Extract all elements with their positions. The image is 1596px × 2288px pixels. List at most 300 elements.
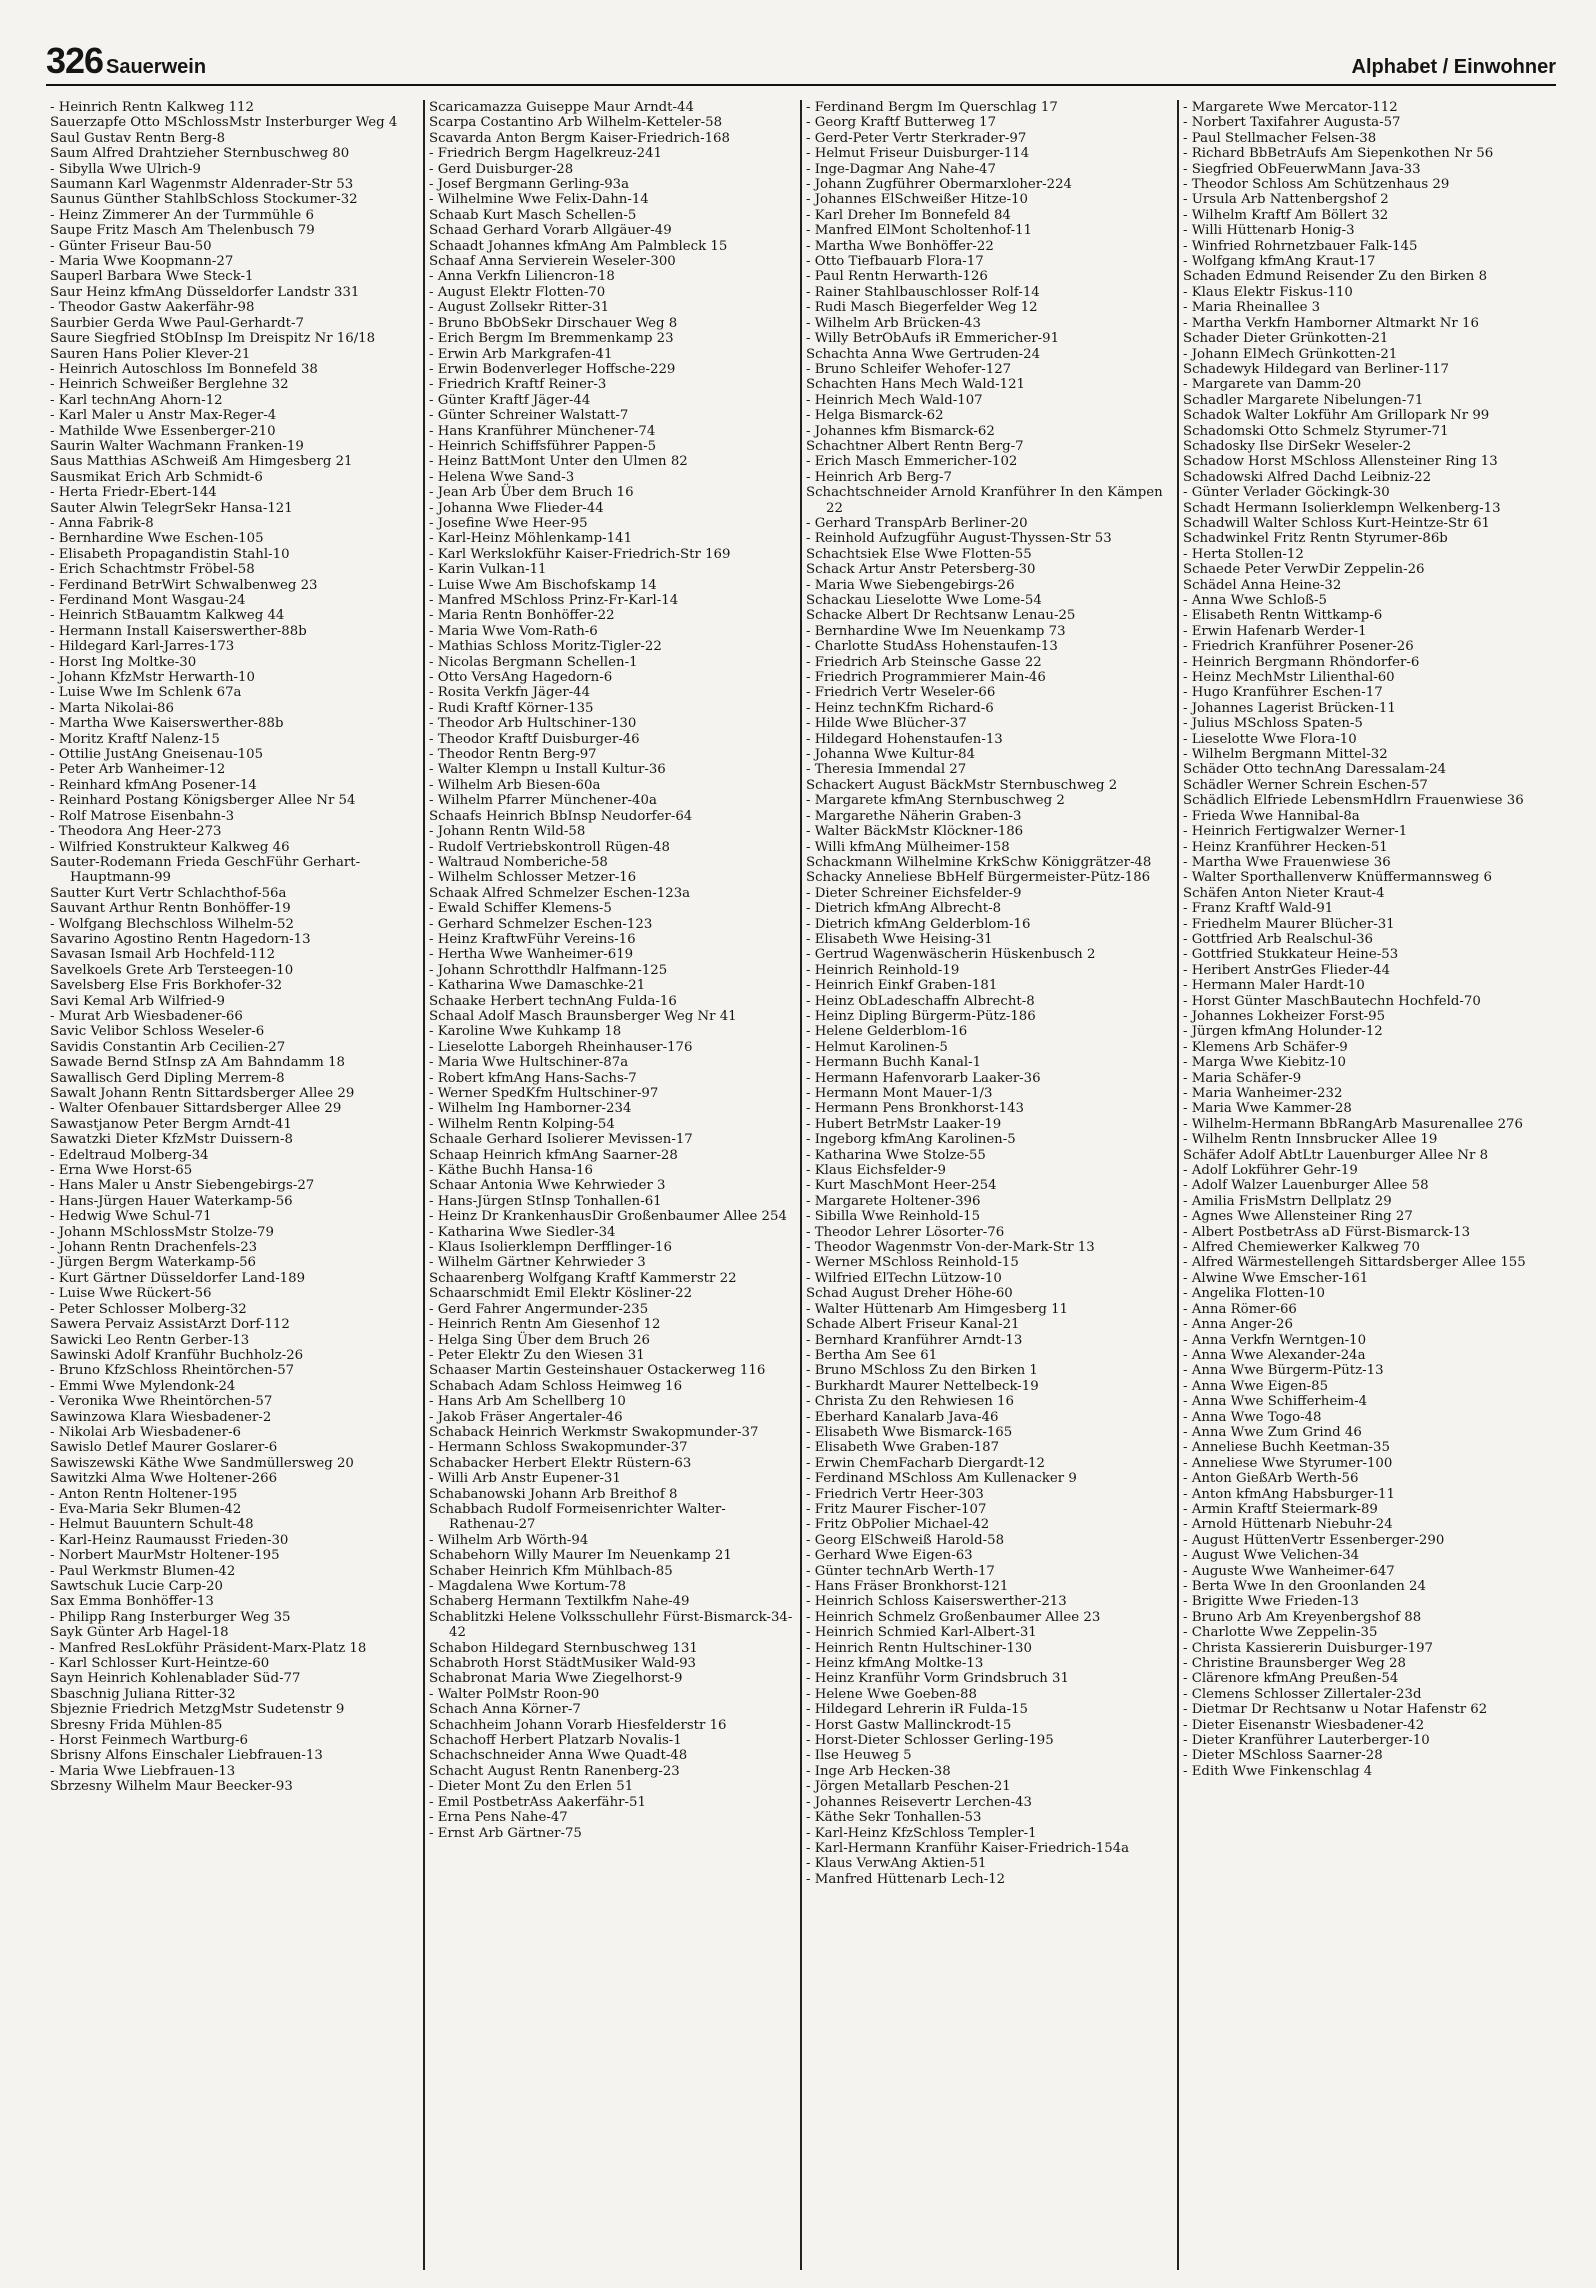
directory-entry: - Heinrich Rentn Kalkweg 112 xyxy=(50,100,254,115)
directory-entry: - Josefine Wwe Heer-95 xyxy=(429,515,588,531)
directory-entry: - Johann Rentn Drachenfels-23 xyxy=(50,1240,258,1256)
directory-entry: - Karl Schlosser Kurt-Heintze-60 xyxy=(50,1656,270,1672)
directory-entry: - Willi Arb Anstr Eupener-31 xyxy=(429,1471,621,1487)
section-title: Alphabet / Einwohner xyxy=(1351,56,1556,78)
directory-entry: - Anna Wwe Alexander-24a xyxy=(1183,1347,1366,1363)
directory-entry: - Georg ElSchweiß Harold-58 xyxy=(806,1532,1005,1548)
directory-entry: - Heinrich StBauamtm Kalkweg 44 xyxy=(50,608,285,624)
directory-entry: - Reinhard kfmAng Posener-14 xyxy=(50,777,257,793)
directory-entry: - Ursula Arb Nattenbergshof 2 xyxy=(1183,192,1389,208)
directory-entry: - Johann MSchlossMstr Stolze-79 xyxy=(50,1224,274,1240)
directory-entry: - Veronika Wwe Rheintörchen-57 xyxy=(50,1394,273,1410)
directory-entry: Schaap Heinrich kfmAng Saarner-28 xyxy=(429,1147,678,1163)
directory-entry: - Hermann Mont Mauer-1/3 xyxy=(806,1086,993,1101)
directory-entry: - Friedrich Vertr Heer-303 xyxy=(806,1486,984,1502)
directory-entry: - Hubert BetrMstr Laaker-19 xyxy=(806,1116,1002,1132)
directory-entry: - Johann Rentn Wild-58 xyxy=(429,824,586,840)
directory-entry: - Anna Wwe Bürgerm-Pütz-13 xyxy=(1183,1363,1384,1379)
directory-entry: - Horst Ing Moltke-30 xyxy=(50,654,197,670)
directory-entry: - Angelika Flotten-10 xyxy=(1183,1286,1326,1302)
directory-entry: - Paul Rentn Herwarth-126 xyxy=(806,269,988,285)
directory-entry: Schacke Albert Dr Rechtsanw Lenau-25 xyxy=(806,608,1076,624)
directory-entry: - Maria Wwe Vom-Rath-6 xyxy=(429,623,598,639)
directory-entry: - Rainer Stahlbauschlosser Rolf-14 xyxy=(806,284,1040,300)
page-number: 326 xyxy=(46,40,104,81)
directory-entry: Sausmikat Erich Arb Schmidt-6 xyxy=(50,469,263,485)
directory-entry: - Wilhelm Arb Wörth-94 xyxy=(429,1532,589,1548)
directory-entry: - Anton GießArb Werth-56 xyxy=(1183,1471,1359,1487)
directory-entry: - Hertha Wwe Wanheimer-619 xyxy=(429,947,634,963)
directory-entry: - Heinz Dr KrankenhausDir Großenbaumer Allee 254 xyxy=(429,1209,787,1225)
directory-entry: - Elisabeth Wwe Heising-31 xyxy=(806,931,993,947)
directory-entry: - Luise Wwe Rückert-56 xyxy=(50,1286,212,1302)
directory-entry: - Waltraud Nomberiche-58 xyxy=(429,854,608,870)
directory-entry: - Katharina Wwe Siedler-34 xyxy=(429,1224,616,1240)
directory-entry: - Erwin Hafenarb Werder-1 xyxy=(1183,623,1367,639)
directory-entry: - Karl Werkslokführ Kaiser-Friedrich-Str 169 xyxy=(429,546,731,562)
directory-entry: Sawinzowa Klara Wiesbadener-2 xyxy=(50,1409,272,1425)
directory-entry: Schaber Heinrich Kfm Mühlbach-85 xyxy=(429,1563,673,1579)
directory-entry: Schack Artur Anstr Petersberg-30 xyxy=(806,562,1036,578)
directory-entry: - Theodor Kraftf Duisburger-46 xyxy=(429,731,640,747)
directory-entry: - Siegfried ObFeuerwMann Java-33 xyxy=(1183,161,1421,177)
directory-entry: - Anton Rentn Holtener-195 xyxy=(50,1486,238,1502)
directory-entry: - Manfred ElMont Scholtenhof-11 xyxy=(806,223,1033,239)
directory-entry: - Mathias Schloss Moritz-Tigler-22 xyxy=(429,639,662,655)
directory-entry: Schader Dieter Grünkotten-21 xyxy=(1183,331,1389,347)
directory-entry: - Manfred MSchloss Prinz-Fr-Karl-14 xyxy=(429,593,679,608)
directory-entry: Schacky Anneliese BbHelf Bürgermeister-Pütz-186 xyxy=(806,870,1151,886)
directory-entry: - Bruno BbObSekr Dirschauer Weg 8 xyxy=(429,315,678,331)
directory-entry: - Gerd Fahrer Angermunder-235 xyxy=(429,1301,649,1317)
directory-entry: - Karl technAng Ahorn-12 xyxy=(50,392,223,408)
directory-entry: - Wilhelm Ing Hamborner-234 xyxy=(429,1101,632,1117)
directory-entry: Schaad Gerhard Vorarb Allgäuer-49 xyxy=(429,223,672,239)
directory-entry: Schaake Herbert technAng Fulda-16 xyxy=(429,993,677,1009)
directory-entry: - Inge Arb Hecken-38 xyxy=(806,1763,951,1779)
directory-entry: - Paul Werkmstr Blumen-42 xyxy=(50,1563,236,1579)
directory-entry: - Walter Klempn u Install Kultur-36 xyxy=(429,762,666,778)
directory-entry: Savi Kemal Arb Wilfried-9 xyxy=(50,993,225,1009)
directory-entry: - Gerhard Schmelzer Eschen-123 xyxy=(429,916,653,932)
directory-entry: Sauter-Rodemann Frieda GeschFühr Gerhart-Hauptmann-99 xyxy=(50,854,361,886)
directory-entry: - Reinhard Postang Königsberger Allee Nr 54 xyxy=(50,793,356,809)
directory-entry: - Käthe Sekr Tonhallen-53 xyxy=(806,1810,982,1826)
directory-entry: - Peter Schlosser Molberg-32 xyxy=(50,1301,247,1317)
directory-entry: - Maria Wwe Kammer-28 xyxy=(1183,1101,1352,1117)
directory-entry: - Erna Wwe Horst-65 xyxy=(50,1163,193,1179)
directory-entry: Sawinski Adolf Kranführ Buchholz-26 xyxy=(50,1347,304,1363)
directory-entry: - Margarete van Damm-20 xyxy=(1183,377,1362,393)
directory-entry: Schaar Antonia Wwe Kehrwieder 3 xyxy=(429,1178,666,1194)
directory-entry: - Christine Braunsberger Weg 28 xyxy=(1183,1656,1406,1672)
directory-entry: - Rudi Masch Biegerfelder Weg 12 xyxy=(806,300,1038,316)
directory-entry: - Wilhelm Kraftf Am Böllert 32 xyxy=(1183,207,1389,223)
directory-entry: - Manfred Hüttenarb Lech-12 xyxy=(806,1871,1006,1887)
directory-entry: - Theodor Rentn Berg-97 xyxy=(429,747,597,763)
directory-entry: - Walter PolMstr Roon-90 xyxy=(429,1686,600,1702)
directory-entry: Schadler Margarete Nibelungen-71 xyxy=(1183,392,1424,408)
directory-entry: - Bruno MSchloss Zu den Birken 1 xyxy=(806,1363,1038,1379)
directory-entry: Sawiszewski Käthe Wwe Sandmüllersweg 20 xyxy=(50,1455,354,1471)
directory-entry: - Hans Arb Am Schellberg 10 xyxy=(429,1394,626,1410)
directory-entry: - Wilhelm Arb Biesen-60a xyxy=(429,777,601,793)
directory-entry: - Theodor Wagenmstr Von-der-Mark-Str 13 xyxy=(806,1240,1095,1256)
directory-entry: - Auguste Wwe Wanheimer-647 xyxy=(1183,1563,1395,1579)
directory-entry: - Dieter Schreiner Eichsfelder-9 xyxy=(806,885,1022,901)
directory-entry: - Günter Friseur Bau-50 xyxy=(50,238,212,254)
directory-entry: Sautter Kurt Vertr Schlachthof-56a xyxy=(50,885,287,901)
directory-entry: Saurin Walter Wachmann Franken-19 xyxy=(50,438,304,454)
directory-entry: - Helga Sing Über dem Bruch 26 xyxy=(429,1332,651,1348)
directory-entry: - Nicolas Bergmann Schellen-1 xyxy=(429,654,638,670)
directory-entry: Savelsberg Else Fris Borkhofer-32 xyxy=(50,978,283,994)
directory-entry: - Rudolf Vertriebskontroll Rügen-48 xyxy=(429,839,670,855)
directory-entry: - Maria Rentn Bonhöffer-22 xyxy=(429,608,615,624)
directory-entry: Schackmann Wilhelmine KrkSchw Königgrätzer-48 xyxy=(806,854,1152,870)
directory-entry: - Erwin Arb Markgrafen-41 xyxy=(429,346,613,362)
directory-entry: - Gerd Duisburger-28 xyxy=(429,161,574,177)
directory-entry: - Willy BetrObAufs iR Emmericher-91 xyxy=(806,331,1060,347)
directory-entry: - Ingeborg kfmAng Karolinen-5 xyxy=(806,1132,1016,1148)
directory-entry: Schäder Otto technAng Daressalam-24 xyxy=(1183,762,1447,778)
directory-entry: Schaaser Martin Gesteinshauer Ostackerweg 116 xyxy=(429,1363,766,1379)
directory-entry: - Otto VersAng Hagedorn-6 xyxy=(429,670,613,686)
directory-entry: Sbrisny Alfons Einschaler Liebfrauen-13 xyxy=(50,1748,323,1764)
directory-entry: - Walter Sporthallenverw Knüffermannsweg 6 xyxy=(1183,870,1492,886)
directory-entry: Sawalt Johann Rentn Sittardsberger Allee 29 xyxy=(50,1086,355,1101)
directory-entry: - Murat Arb Wiesbadener-66 xyxy=(50,1008,243,1024)
directory-entry: Schachta Anna Wwe Gertruden-24 xyxy=(806,346,1041,362)
directory-entry: - Luise Wwe Im Schlenk 67a xyxy=(50,685,242,701)
directory-entry: - Gerhard Wwe Eigen-63 xyxy=(806,1548,973,1564)
directory-entry: Schadewyk Hildegard van Berliner-117 xyxy=(1183,361,1450,377)
directory-entry: - Friedrich Kranführer Posener-26 xyxy=(1183,639,1414,655)
directory-entry: Saure Siegfried StObInsp Im Dreispitz Nr 16/18 xyxy=(50,331,376,347)
directory-entry: - Ilse Heuweg 5 xyxy=(806,1748,912,1764)
directory-entry: - Katharina Wwe Stolze-55 xyxy=(806,1147,986,1163)
directory-entry: - Heinz KraftwFühr Vereins-16 xyxy=(429,931,636,947)
directory-entry: - Mathilde Wwe Essenberger-210 xyxy=(50,423,276,439)
directory-entry: Schaback Heinrich Werkmstr Swakopmunder-37 xyxy=(429,1424,759,1440)
directory-entry: - Erich Schachtmstr Fröbel-58 xyxy=(50,562,255,578)
directory-entry: - Moritz Kraftf Nalenz-15 xyxy=(50,731,220,747)
directory-entry: Schachschneider Anna Wwe Quadt-48 xyxy=(429,1748,688,1764)
directory-entry: Savarino Agostino Rentn Hagedorn-13 xyxy=(50,931,311,947)
directory-entry: - Wilhelm Rentn Innsbrucker Allee 19 xyxy=(1183,1132,1438,1148)
directory-entry: - Fritz Maurer Fischer-107 xyxy=(806,1501,987,1517)
directory-entry: - Gottfried Arb Realschul-36 xyxy=(1183,931,1373,947)
directory-entry: - Heinz MechMstr Lilienthal-60 xyxy=(1183,670,1395,686)
directory-entry: Schachtschneider Arnold Kranführer In den Kämpen 22 xyxy=(806,485,1163,516)
directory-entry: Schädel Anna Heine-32 xyxy=(1183,577,1342,593)
directory-entry: Sayn Heinrich Kohlenablader Süd-77 xyxy=(50,1671,301,1687)
directory-entry: - Horst-Dieter Schlosser Gerling-195 xyxy=(806,1733,1054,1749)
directory-entry: Saur Heinz kfmAng Düsseldorfer Landstr 331 xyxy=(50,284,360,300)
directory-entry: - Horst Günter MaschBautechn Hochfeld-70 xyxy=(1183,993,1481,1009)
directory-entry: - Heinrich Einkf Graben-181 xyxy=(806,978,998,994)
directory-entry: - Maria Wwe Koopmann-27 xyxy=(50,254,234,270)
directory-entry: Sauren Hans Polier Klever-21 xyxy=(50,346,251,362)
directory-entry: - Edeltraud Molberg-34 xyxy=(50,1147,209,1163)
directory-entry: - Ernst Arb Gärtner-75 xyxy=(429,1825,582,1841)
directory-entry: - Martha Wwe Frauenwiese 36 xyxy=(1183,854,1391,870)
directory-entry: - Erwin Bodenverleger Hoffsche-229 xyxy=(429,361,676,377)
directory-entry: - Frieda Wwe Hannibal-8a xyxy=(1183,808,1360,824)
directory-entry: - Martha Verkfn Hamborner Altmarkt Nr 16 xyxy=(1183,315,1479,331)
directory-entry: - Hermann Maler Hardt-10 xyxy=(1183,978,1365,994)
running-head-name: Sauerwein xyxy=(106,56,207,78)
directory-entry: - Johann KfzMstr Herwarth-10 xyxy=(50,670,255,686)
directory-entry: - Hildegard Karl-Jarres-173 xyxy=(50,639,235,655)
directory-entry: Sauter Alwin TelegrSekr Hansa-121 xyxy=(50,500,293,516)
directory-entry: - Friedrich Vertr Weseler-66 xyxy=(806,685,996,701)
directory-entry: Saumann Karl Wagenmstr Aldenrader-Str 53 xyxy=(50,177,354,193)
directory-entry: - Günter technArb Werth-17 xyxy=(806,1563,995,1579)
directory-entry: Schaafs Heinrich BbInsp Neudorfer-64 xyxy=(429,808,693,824)
directory-entry: - Karl-Heinz KfzSchloss Templer-1 xyxy=(806,1825,1037,1841)
directory-entry: - Günter Schreiner Walstatt-7 xyxy=(429,408,629,424)
directory-entry: - Anneliese Buchh Keetman-35 xyxy=(1183,1440,1390,1456)
directory-entry: - August Wwe Velichen-34 xyxy=(1183,1548,1360,1564)
directory-entry: - Horst Gastw Mallinckrodt-15 xyxy=(806,1717,1012,1733)
directory-entry: - Ferdinand MSchloss Am Kullenacker 9 xyxy=(806,1471,1077,1487)
directory-entry: Schadwinkel Fritz Rentn Styrumer-86b xyxy=(1183,531,1448,547)
directory-entry: - Ottilie JustAng Gneisenau-105 xyxy=(50,747,264,763)
directory-entry: - Karin Vulkan-11 xyxy=(429,562,547,578)
directory-entry: - Emmi Wwe Mylendonk-24 xyxy=(50,1378,236,1394)
directory-entry: - Josef Bergmann Gerling-93a xyxy=(429,177,630,193)
directory-entry: Saus Matthias ASchweiß Am Himgesberg 21 xyxy=(50,454,353,470)
directory-entry: - Helmut Friseur Duisburger-114 xyxy=(806,146,1030,162)
directory-entry: - Hans Fräser Bronkhorst-121 xyxy=(806,1579,1009,1594)
directory-entry: Schade Albert Friseur Kanal-21 xyxy=(806,1317,1020,1333)
directory-entry: Schaab Kurt Masch Schellen-5 xyxy=(429,207,637,223)
directory-entry: - Heinrich Schmied Karl-Albert-31 xyxy=(806,1625,1037,1641)
directory-entry: - Anna Wwe Togo-48 xyxy=(1183,1409,1322,1425)
directory-entry: - Wilhelmine Wwe Felix-Dahn-14 xyxy=(429,192,649,208)
directory-entry: - Herta Stollen-12 xyxy=(1183,546,1304,562)
directory-entry: - Maria Wwe Liebfrauen-13 xyxy=(50,1763,236,1779)
directory-entry: - Clemens Schlosser Zillertaler-23d xyxy=(1183,1686,1422,1702)
directory-entry: - Helga Bismarck-62 xyxy=(806,408,944,424)
directory-entry: Sbjeznie Friedrich MetzgMstr Sudetenstr 9 xyxy=(50,1702,345,1718)
directory-entry: - Heinrich Mech Wald-107 xyxy=(806,392,983,408)
directory-entry: Schaarenberg Wolfgang Kraftf Kammerstr 22 xyxy=(429,1270,737,1286)
directory-entry: - Heinz BattMont Unter den Ulmen 82 xyxy=(429,454,688,470)
directory-entry: - Armin Kraftf Steiermark-89 xyxy=(1183,1501,1378,1517)
directory-entry: - Alfred Chemiewerker Kalkweg 70 xyxy=(1183,1240,1420,1256)
directory-entry: - Elisabeth Wwe Bismarck-165 xyxy=(806,1424,1013,1440)
directory-entry: - Franz Kraftf Wald-91 xyxy=(1183,901,1334,917)
directory-entry: - Theodor Arb Hultschiner-130 xyxy=(429,716,637,732)
directory-entry: - Wilhelm Rentn Kolping-54 xyxy=(429,1116,615,1132)
directory-entry: - Günter Kraftf Jäger-44 xyxy=(429,392,591,408)
directory-entry: - Willi Hüttenarb Honig-3 xyxy=(1183,223,1355,239)
directory-entry: - Kurt MaschMont Heer-254 xyxy=(806,1178,997,1194)
directory-entry: - Erna Pens Nahe-47 xyxy=(429,1810,568,1826)
directory-entry: - Edith Wwe Finkenschlag 4 xyxy=(1183,1763,1373,1779)
directory-entry: - Heinz Kranführer Hecken-51 xyxy=(1183,839,1388,855)
directory-entry: - Klaus Elektr Fiskus-110 xyxy=(1183,284,1353,300)
directory-entry: Sawitzki Alma Wwe Holtener-266 xyxy=(50,1471,278,1487)
directory-entry: - Hermann Hafenvorarb Laaker-36 xyxy=(806,1070,1041,1086)
directory-entry: - Katharina Wwe Damaschke-21 xyxy=(429,978,646,994)
directory-entry: - Erich Masch Emmericher-102 xyxy=(806,454,1018,470)
directory-entry: - Martha Wwe Kaiserswerther-88b xyxy=(50,716,284,732)
directory-entry: - Jean Arb Über dem Bruch 16 xyxy=(429,485,634,501)
directory-entry: - Heinrich Schweißer Berglehne 32 xyxy=(50,377,289,393)
directory-entry: Saurbier Gerda Wwe Paul-Gerhardt-7 xyxy=(50,315,304,331)
directory-entry: - Marga Wwe Kiebitz-10 xyxy=(1183,1055,1347,1071)
directory-entry: - Berta Wwe In den Groonlanden 24 xyxy=(1183,1579,1426,1594)
directory-entry: - Lieselotte Wwe Flora-10 xyxy=(1183,731,1357,747)
directory-entry: - Karl-Hermann Kranführ Kaiser-Friedrich-154a xyxy=(806,1840,1130,1856)
directory-entry: - Maria Wwe Siebengebirgs-26 xyxy=(806,577,1015,593)
directory-entry: - Brigitte Wwe Frieden-13 xyxy=(1183,1594,1359,1610)
directory-entry: - Wolfgang Blechschloss Wilhelm-52 xyxy=(50,916,294,932)
directory-entry: Sawtschuk Lucie Carp-20 xyxy=(50,1579,224,1594)
directory-entry: - Maria Rheinallee 3 xyxy=(1183,300,1321,316)
directory-entry: Saupe Fritz Masch Am Thelenbusch 79 xyxy=(50,223,315,239)
directory-entry: - Wilhelm Schlosser Metzer-16 xyxy=(429,870,637,886)
directory-entry: - Johannes Lagerist Brücken-11 xyxy=(1183,700,1396,716)
directory-entry: - Wilhelm Gärtner Kehrwieder 3 xyxy=(429,1255,646,1271)
directory-entry: - Karoline Wwe Kuhkamp 18 xyxy=(429,1024,622,1040)
directory-entry: - Clärenore kfmAng Preußen-54 xyxy=(1183,1671,1399,1687)
directory-entry: Schaal Adolf Masch Braunsberger Weg Nr 41 xyxy=(429,1008,737,1024)
directory-entry: - Herta Friedr-Ebert-144 xyxy=(50,485,217,501)
directory-entry: - Klaus Isolierklempn Derfflinger-16 xyxy=(429,1240,672,1256)
directory-entry: Schabacker Herbert Elektr Rüstern-63 xyxy=(429,1455,692,1471)
directory-entry: Sax Emma Bonhöffer-13 xyxy=(50,1594,214,1610)
directory-entry: - Dietrich kfmAng Albrecht-8 xyxy=(806,901,1002,917)
directory-entry: - Anna Anger-26 xyxy=(1183,1317,1293,1333)
directory-entry: - Dieter Mont Zu den Erlen 51 xyxy=(429,1779,634,1795)
directory-entry: - Eva-Maria Sekr Blumen-42 xyxy=(50,1501,242,1517)
directory-entry: - Helena Wwe Sand-3 xyxy=(429,469,575,485)
directory-entry: Sawade Bernd StInsp zA Am Bahndamm 18 xyxy=(50,1055,345,1071)
directory-entry: - Heinrich Bergmann Rhöndorfer-6 xyxy=(1183,654,1420,670)
directory-entry: - Johannes Lokheizer Forst-95 xyxy=(1183,1008,1386,1024)
directory-entry: - Otto Tiefbauarb Flora-17 xyxy=(806,254,984,270)
directory-entry: - Richard BbBetrAufs Am Siepenkothen Nr 56 xyxy=(1183,146,1494,162)
directory-entry: Schabanowski Johann Arb Breithof 8 xyxy=(429,1486,678,1502)
directory-entry: - Friedrich Arb Steinsche Gasse 22 xyxy=(806,654,1042,670)
directory-entry: - Luise Wwe Am Bischofskamp 14 xyxy=(429,577,657,593)
directory-entry: - Anna Wwe Zum Grind 46 xyxy=(1183,1424,1362,1440)
directory-entry: Saunus Günther StahlbSchloss Stockumer-32 xyxy=(50,192,358,208)
directory-entry: - Horst Feinmech Wartburg-6 xyxy=(50,1733,249,1749)
directory-entry: - Fritz ObPolier Michael-42 xyxy=(806,1517,990,1533)
directory-entry: - Peter Elektr Zu den Wiesen 31 xyxy=(429,1347,645,1363)
directory-entry: - Eberhard Kanalarb Java-46 xyxy=(806,1409,999,1425)
directory-entry: - Manfred ResLokführ Präsident-Marx-Platz 18 xyxy=(50,1640,367,1656)
directory-entry: Sauperl Barbara Wwe Steck-1 xyxy=(50,269,254,285)
directory-entry: - Gerhard TranspArb Berliner-20 xyxy=(806,515,1028,531)
directory-entry: - Nikolai Arb Wiesbadener-6 xyxy=(50,1424,241,1440)
directory-entry: - Heinz ObLadeschaffn Albrecht-8 xyxy=(806,993,1035,1009)
directory-entry: - Anna Verkfn Liliencron-18 xyxy=(429,269,615,285)
directory-entry: - Bruno Schleifer Wehofer-127 xyxy=(806,361,1012,377)
directory-entry: - Heinrich Fertigwalzer Werner-1 xyxy=(1183,824,1408,840)
directory-entry: - Karl-Heinz Möhlenkamp-141 xyxy=(429,531,633,547)
directory-entry: - Bernhardine Wwe Im Neuenkamp 73 xyxy=(806,623,1066,639)
directory-entry: Schadt Hermann Isolierklempn Welkenberg-13 xyxy=(1183,500,1501,516)
directory-entry: Saum Alfred Drahtzieher Sternbuschweg 80 xyxy=(50,146,350,162)
directory-entry: - Sibylla Wwe Ulrich-9 xyxy=(50,161,201,177)
directory-entry: - Hermann Install Kaiserswerther-88b xyxy=(50,623,307,639)
directory-entry: - Dietrich kfmAng Gelderblom-16 xyxy=(806,916,1031,932)
directory-entry: Scarpa Costantino Arb Wilhelm-Ketteler-58 xyxy=(429,115,723,131)
directory-entry: Sawatzki Dieter KfzMstr Duissern-8 xyxy=(50,1132,293,1148)
directory-entry: Savic Velibor Schloss Weseler-6 xyxy=(50,1024,265,1040)
directory-entry: - Anna Wwe Schifferheim-4 xyxy=(1183,1394,1368,1410)
directory-entry: - Winfried Rohrnetzbauer Falk-145 xyxy=(1183,238,1418,254)
directory-entry: - Johannes Reisevertr Lerchen-43 xyxy=(806,1794,1032,1810)
directory-entry: - Werner MSchloss Reinhold-15 xyxy=(806,1255,1019,1271)
directory-entry: - Charlotte Wwe Zeppelin-35 xyxy=(1183,1625,1378,1641)
directory-entry: - Ferdinand Bergm Im Querschlag 17 xyxy=(806,100,1058,115)
directory-entry: - Alwine Wwe Emscher-161 xyxy=(1183,1270,1369,1286)
directory-entry: - Margarete Wwe Mercator-112 xyxy=(1183,100,1398,115)
directory-entry: - Dieter Kranführer Lauterberger-10 xyxy=(1183,1733,1430,1749)
directory-entry: - Theodora Ang Heer-273 xyxy=(50,824,222,840)
directory-entry: - Johannes ElSchweißer Hitze-10 xyxy=(806,192,1028,208)
directory-entry: - Elisabeth Rentn Wittkamp-6 xyxy=(1183,608,1383,624)
directory-entry: - Karl-Heinz Raumausst Frieden-30 xyxy=(50,1532,289,1548)
directory-entry: - Emil PostbetrAss Aakerfähr-51 xyxy=(429,1794,646,1810)
directory-entry: - Wilfried Konstrukteur Kalkweg 46 xyxy=(50,839,290,855)
directory-entry: Sawera Pervaiz AssistArzt Dorf-112 xyxy=(50,1317,290,1333)
directory-entry: Schabbach Rudolf Formeisenrichter Walter-Rathenau-27 xyxy=(429,1501,726,1533)
directory-entry: - Hans Kranführer Münchener-74 xyxy=(429,423,656,439)
directory-entry: - Johann Schrotthdlr Halfmann-125 xyxy=(429,962,668,978)
directory-entry: - Heinz kfmAng Moltke-13 xyxy=(806,1656,984,1672)
directory-entry: - Dieter Eisenanstr Wiesbadener-42 xyxy=(1183,1717,1425,1733)
directory-entry: - Anneliese Wwe Styrumer-100 xyxy=(1183,1455,1393,1471)
directory-entry: Schadowski Alfred Dachd Leibniz-22 xyxy=(1183,469,1432,485)
directory-entry: - Kurt Gärtner Düsseldorfer Land-189 xyxy=(50,1270,306,1286)
directory-entry: Schäfer Adolf AbtLtr Lauenburger Allee Nr 8 xyxy=(1183,1147,1489,1163)
directory-entry: - Anna Wwe Eigen-85 xyxy=(1183,1378,1329,1394)
directory-entry: - Anton kfmAng Habsburger-11 xyxy=(1183,1486,1395,1502)
directory-entry: - Ewald Schiffer Klemens-5 xyxy=(429,901,612,917)
directory-entry: Schadosky Ilse DirSekr Weseler-2 xyxy=(1183,438,1412,454)
directory-entry: - Magdalena Wwe Kortum-78 xyxy=(429,1579,627,1594)
directory-entry: - Anna Römer-66 xyxy=(1183,1301,1297,1317)
directory-entry: - Heinrich Schiffsführer Pappen-5 xyxy=(429,438,657,454)
directory-entry: - Lieselotte Laborgeh Rheinhauser-176 xyxy=(429,1039,693,1055)
directory-entry: - Adolf Lokführer Gehr-19 xyxy=(1183,1163,1358,1179)
directory-entry: - Heinrich Schloss Kaiserswerther-213 xyxy=(806,1594,1067,1610)
directory-entry: - Bernhardine Wwe Eschen-105 xyxy=(50,531,264,547)
directory-entry: Scaricamazza Guiseppe Maur Arndt-44 xyxy=(429,100,694,115)
directory-entry: - Margarethe Näherin Graben-3 xyxy=(806,808,1022,824)
directory-entry: - Amilia FrisMstrn Dellplatz 29 xyxy=(1183,1193,1392,1209)
directory-entry: Sbresny Frida Mühlen-85 xyxy=(50,1717,223,1733)
directory-entry: - Ferdinand BetrWirt Schwalbenweg 23 xyxy=(50,577,318,593)
directory-entry: - Dieter MSchloss Saarner-28 xyxy=(1183,1748,1383,1764)
directory-entry: - Theodor Gastw Aakerfähr-98 xyxy=(50,300,255,316)
directory-entry: - Bruno KfzSchloss Rheintörchen-57 xyxy=(50,1363,295,1379)
directory-entry: Schaaf Anna Servierein Weseler-300 xyxy=(429,254,676,270)
directory-entry: Sbaschnig Juliana Ritter-32 xyxy=(50,1686,236,1702)
directory-entry: - Rosita Verkfn Jäger-44 xyxy=(429,685,591,701)
directory-entry: - Klaus Eichsfelder-9 xyxy=(806,1163,946,1179)
page-header xyxy=(46,40,1556,86)
directory-entry: - August Zollsekr Ritter-31 xyxy=(429,300,610,316)
